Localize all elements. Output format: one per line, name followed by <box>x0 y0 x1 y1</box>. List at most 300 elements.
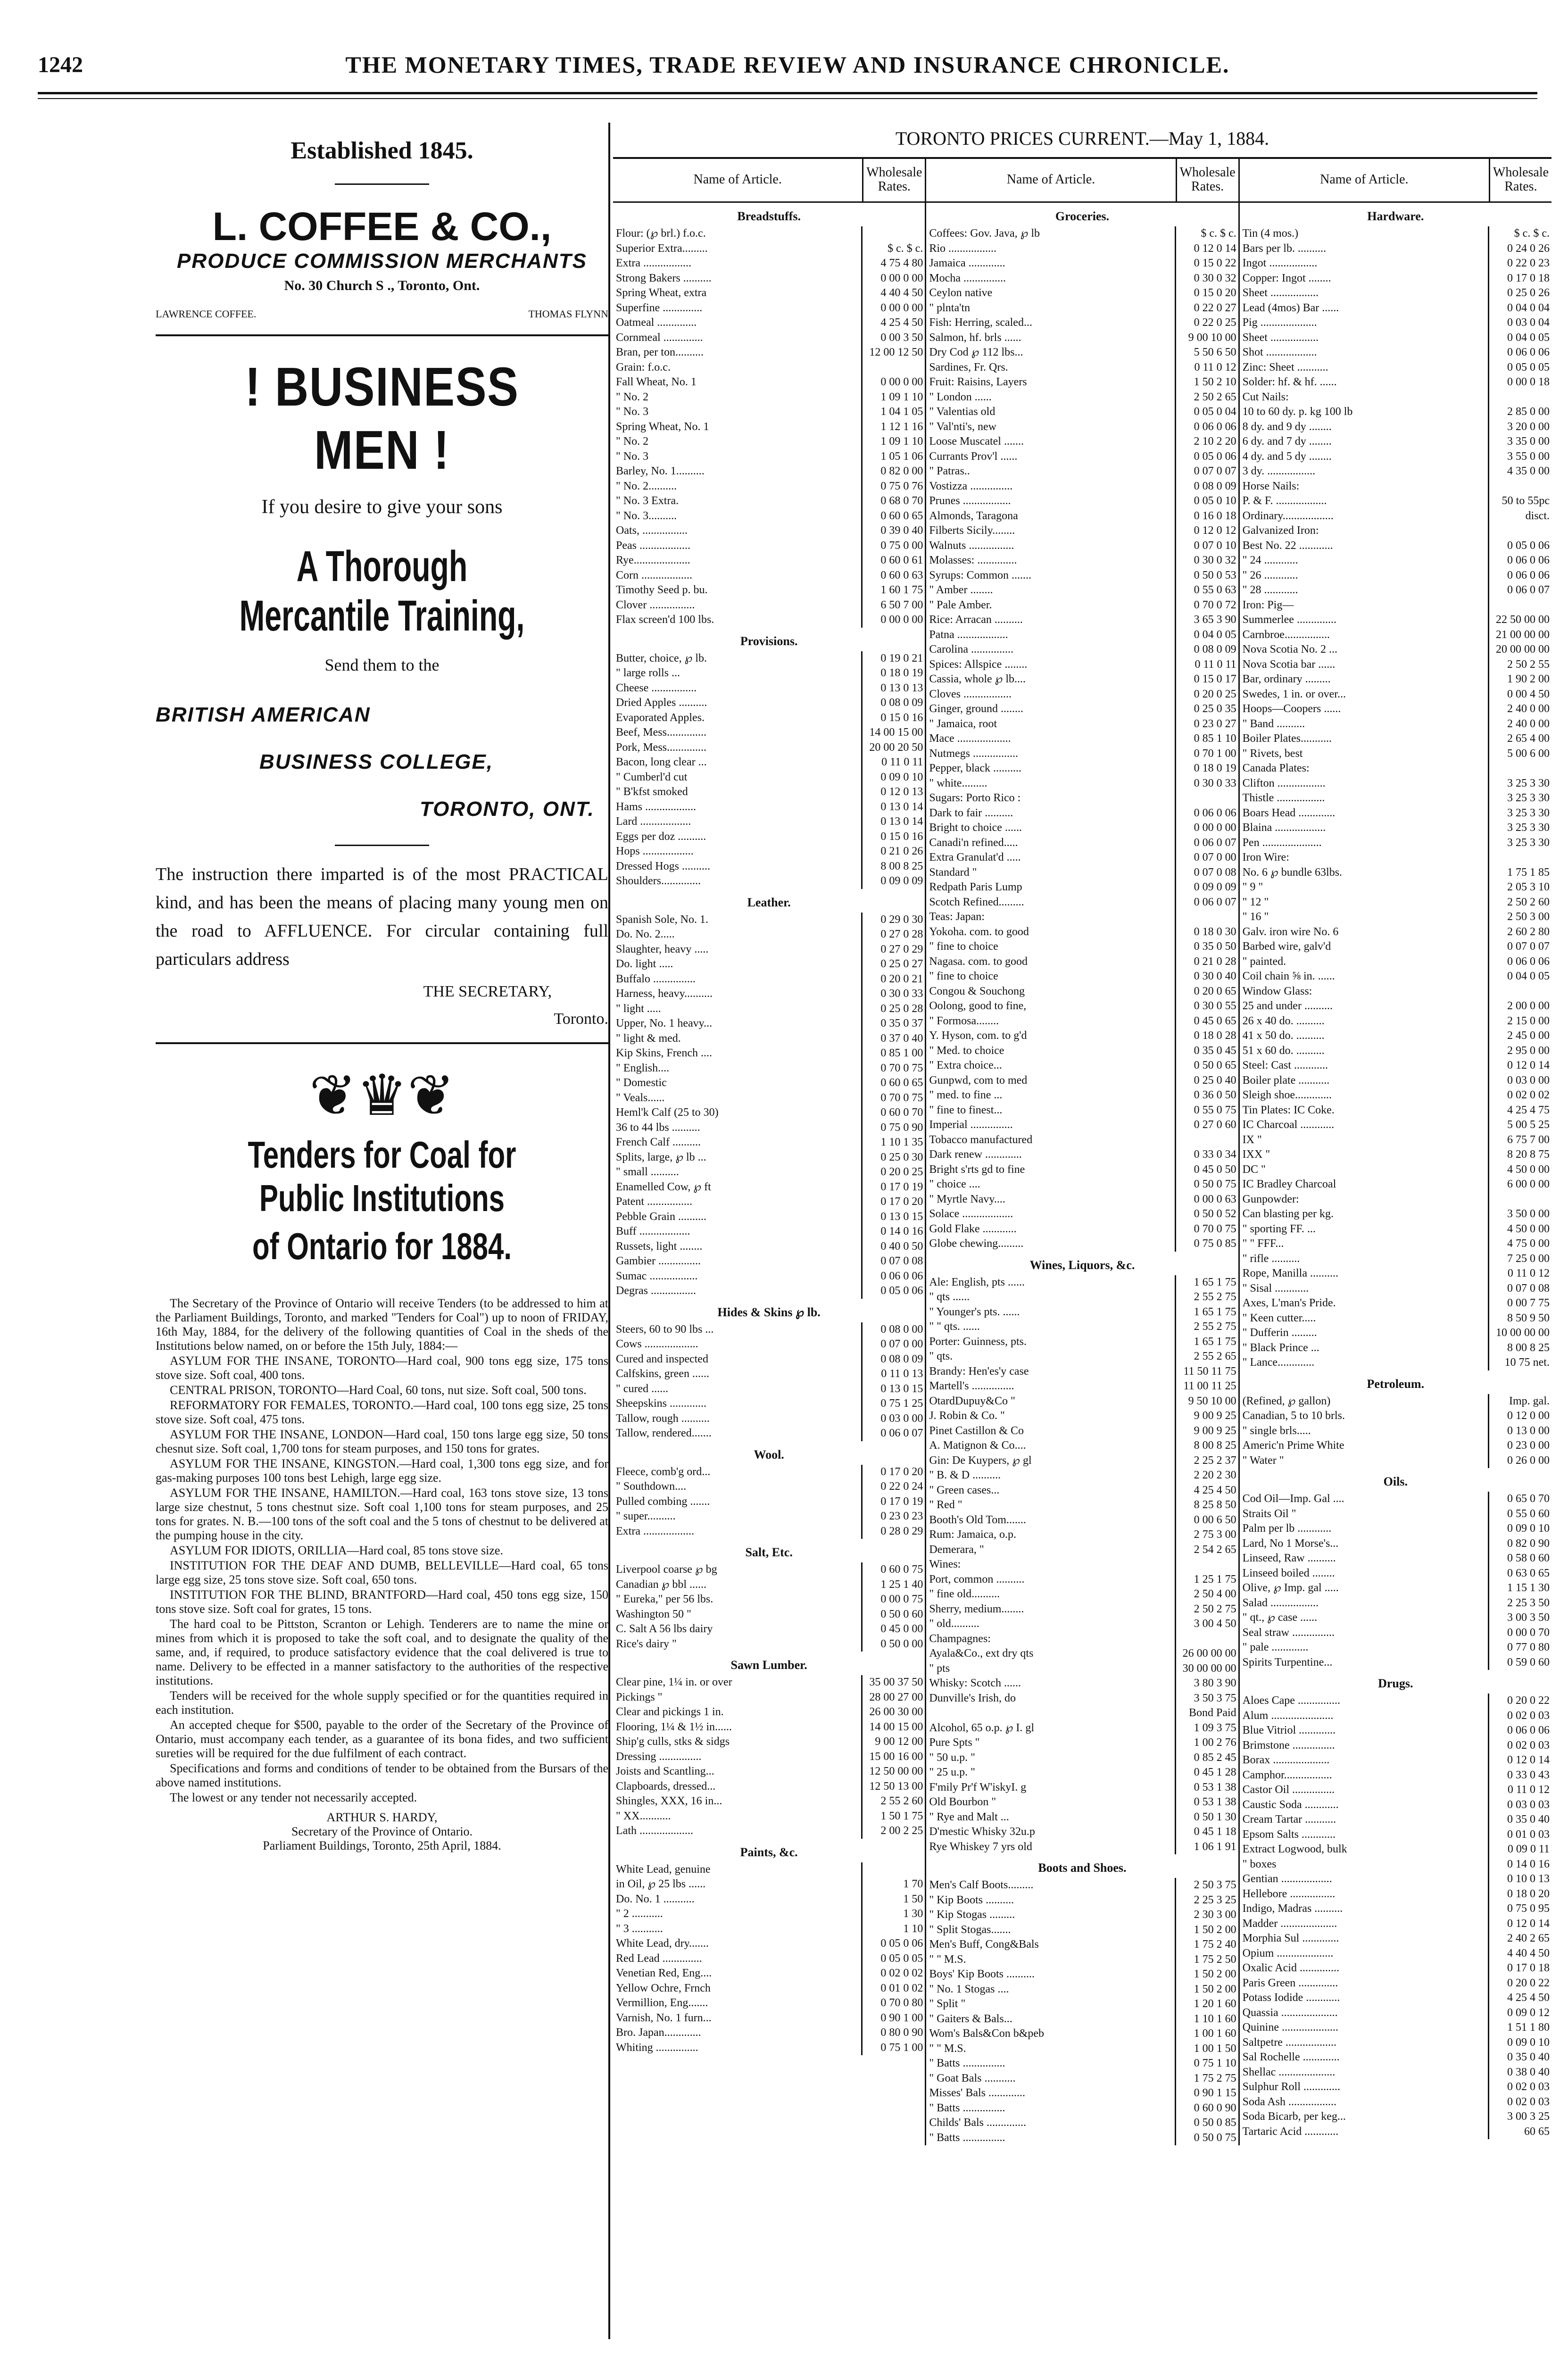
tenders-paragraph: The lowest or any tender not necessarily accepted. <box>170 1791 417 1804</box>
article-name: Martell's ............... <box>929 1380 1014 1392</box>
left-column <box>156 132 608 1853</box>
article-name: Patna .................. <box>929 628 1008 641</box>
price-row <box>926 1438 1238 1453</box>
wholesale-rate: 0 06 0 07 <box>1488 583 1551 598</box>
price-row <box>926 1997 1238 2012</box>
article-name: 36 to 44 lbs .......... <box>616 1121 700 1134</box>
article-name: Strong Bakers .......... <box>616 272 712 284</box>
wholesale-rate: 0 50 0 00 <box>861 1637 925 1652</box>
article-name: Imperial ............... <box>929 1119 1013 1131</box>
article-name: Clapboards, dressed... <box>616 1780 716 1793</box>
wholesale-rate: 0 05 0 10 <box>1175 494 1238 509</box>
wholesale-rate: 0 12 0 14 <box>1488 1917 1551 1932</box>
wholesale-rate: 1 75 2 50 <box>1175 1952 1238 1968</box>
tenders-paragraph: The hard coal to be Pittston, Scranton or Lehigh. Tenderers are to name the mine or mines from which it is proposed to take the soft coal, and to designate the quality of the same, and, if required, to produce satisfactory evidence that the coal delivered is true to name. Delivery to be effected in a manner satisfactory to the authorities of the respective institutions. <box>156 1617 608 1687</box>
wholesale-rate: 0 75 1 00 <box>861 2041 925 2056</box>
article-name: P. & F. .................. <box>1242 495 1327 507</box>
wholesale-rate: 10 75 net. <box>1488 1355 1551 1370</box>
price-row <box>926 761 1238 776</box>
price-row <box>926 806 1238 821</box>
price-row <box>1240 241 1551 257</box>
price-row <box>1240 1857 1551 1872</box>
price-row <box>926 1691 1238 1706</box>
price-row <box>613 987 925 1002</box>
article-name: Clifton ................. <box>1242 777 1326 789</box>
wholesale-rate: 1 75 2 75 <box>1175 2071 1238 2086</box>
divider <box>335 183 429 185</box>
wholesale-rate: 0 08 0 00 <box>861 1322 925 1337</box>
price-section-heading: Provisions. <box>740 634 798 648</box>
article-name: Men's Calf Boots......... <box>929 1879 1034 1891</box>
article-name: Spring Wheat, No. 1 <box>616 420 709 433</box>
wholesale-rate: 0 53 1 38 <box>1175 1795 1238 1810</box>
price-row <box>1240 1694 1551 1709</box>
price-row <box>926 1923 1238 1938</box>
article-name: Rye Whiskey 7 yrs old <box>929 1840 1032 1853</box>
wholesale-rate: 0 50 0 75 <box>1175 1177 1238 1192</box>
price-row <box>613 226 925 241</box>
price-row <box>1240 523 1551 539</box>
article-name: Rice: Arracan .......... <box>929 614 1023 626</box>
price-row <box>613 2011 925 2026</box>
price-row <box>926 1275 1238 1290</box>
price-row <box>926 642 1238 657</box>
article-name: Soda Bicarb, per keg... <box>1242 2110 1346 2123</box>
tenders-paragraph: INSTITUTION FOR THE DEAF AND DUMB, BELLEVILLE—Hard coal, 65 tons large egg size, 25 tons stove size. Soft coal, 650 tons. <box>156 1559 608 1586</box>
article-name: Horse Nails: <box>1242 480 1300 492</box>
wholesale-rate: 0 23 0 23 <box>861 1509 925 1524</box>
wholesale-rate: 0 55 0 63 <box>1175 583 1238 598</box>
price-row <box>1240 1611 1551 1626</box>
price-row <box>926 1937 1238 1952</box>
wholesale-rate: 0 06 0 06 <box>1175 806 1238 821</box>
article-name: " Veals...... <box>616 1091 665 1104</box>
wholesale-rate: 0 02 0 03 <box>1488 2095 1551 2110</box>
wholesale-rate: 0 22 0 25 <box>1175 316 1238 331</box>
price-row <box>613 241 925 257</box>
price-row <box>1240 509 1551 524</box>
wholesale-rate: 0 16 0 18 <box>1175 509 1238 524</box>
price-row <box>613 1091 925 1106</box>
price-section-heading: Boots and Shoes. <box>1038 1861 1127 1875</box>
article-name: 41 x 50 do. .......... <box>1242 1030 1325 1042</box>
wholesale-rate: 1 60 1 75 <box>861 583 925 598</box>
wholesale-rate: 0 35 0 40 <box>1488 2050 1551 2065</box>
article-name: Palm per lb ............ <box>1242 1522 1332 1535</box>
price-row <box>1240 702 1551 717</box>
price-row <box>1240 1058 1551 1073</box>
article-name: D'mestic Whisky 32u.p <box>929 1826 1035 1838</box>
article-name: Aloes Cape ............... <box>1242 1694 1340 1707</box>
wholesale-rate: 1 51 1 80 <box>1488 2020 1551 2035</box>
article-name: " No. 1 Stogas .... <box>929 1983 1009 1995</box>
article-name: Flax screen'd 100 lbs. <box>616 614 714 626</box>
wholesale-rate: 0 18 0 28 <box>1175 1029 1238 1044</box>
article-name: Flooring, 1¼ & 1½ in...... <box>616 1720 732 1733</box>
header-wholesale-rates: Wholesale Rates. <box>862 159 925 201</box>
wholesale-rate: 0 00 3 50 <box>861 331 925 346</box>
wholesale-rate: 0 11 0 12 <box>1488 1266 1551 1281</box>
price-row <box>613 1750 925 1765</box>
header-rule-thin <box>38 98 1537 99</box>
wholesale-rate: 3 35 0 00 <box>1488 434 1551 449</box>
wholesale-rate: 6 00 0 00 <box>1488 1177 1551 1192</box>
price-row <box>1240 1991 1551 2006</box>
article-name: " Amber ........ <box>929 584 993 596</box>
price-row <box>613 942 925 957</box>
price-row <box>926 1177 1238 1192</box>
article-name: " fine to choice <box>929 970 998 982</box>
ad-established: Established 1845. <box>290 137 473 164</box>
article-name: Blue Vitriol ............. <box>1242 1724 1336 1736</box>
price-row <box>613 1426 925 1441</box>
wholesale-rate: 4 35 0 00 <box>1488 464 1551 479</box>
price-row <box>613 1195 925 1210</box>
article-name: Standard " <box>929 866 977 879</box>
price-row <box>926 360 1238 375</box>
wholesale-rate: 0 58 0 60 <box>1488 1551 1551 1566</box>
price-row <box>613 1996 925 2011</box>
tenders-signer-title: Secretary of the Province of Ontario. <box>291 1825 473 1838</box>
price-row <box>926 316 1238 331</box>
price-row <box>926 1088 1238 1103</box>
article-name: Cassia, whole ℘ lb.... <box>929 673 1026 685</box>
price-row <box>926 1908 1238 1923</box>
wholesale-rate: 0 13 0 14 <box>861 800 925 815</box>
wholesale-rate: 0 85 1 00 <box>861 1046 925 1061</box>
article-name: Flour: (℘ brl.) f.o.c. <box>616 227 706 240</box>
article-name: Oolong, good to fine, <box>929 1000 1027 1012</box>
price-row <box>1240 1961 1551 1976</box>
article-name: IC Bradley Charcoal <box>1242 1178 1336 1190</box>
article-name: Bright to choice ...... <box>929 822 1022 834</box>
price-section-heading: Paints, &c. <box>740 1845 798 1859</box>
wholesale-rate: 0 00 0 00 <box>861 301 925 316</box>
article-name: " Pale Amber. <box>929 598 992 611</box>
price-row <box>613 874 925 889</box>
article-name: Sugars: Porto Rico : <box>929 792 1021 804</box>
wholesale-rate: 0 01 0 02 <box>861 1981 925 1996</box>
wholesale-rate: 0 05 0 05 <box>861 1951 925 1967</box>
price-row <box>1240 910 1551 925</box>
article-name: Carolina ............... <box>929 643 1013 656</box>
article-name: " Black Prince ... <box>1242 1341 1319 1354</box>
price-row <box>613 390 925 405</box>
price-row <box>613 434 925 449</box>
wholesale-rate: 0 13 0 13 <box>861 681 925 696</box>
price-row <box>926 509 1238 524</box>
wholesale-rate: 0 15 0 17 <box>1175 672 1238 687</box>
wholesale-rate: 6 75 7 00 <box>1488 1133 1551 1148</box>
wholesale-rate: 20 00 20 50 <box>861 740 925 756</box>
wholesale-rate: 0 70 0 72 <box>1175 598 1238 613</box>
article-name: Shot .................. <box>1242 346 1317 358</box>
price-row <box>613 1720 925 1735</box>
wholesale-rate: 0 09 0 10 <box>1488 2035 1551 2051</box>
article-name: Extra Granulat'd ..... <box>929 851 1021 863</box>
article-name: Rope, Manilla .......... <box>1242 1267 1338 1279</box>
wholesale-rate: 0 70 0 80 <box>861 1996 925 2011</box>
tenders-body <box>156 1296 608 1805</box>
price-row <box>613 375 925 390</box>
wholesale-rate: 0 60 0 65 <box>861 1076 925 1091</box>
wholesale-rate: 1 65 1 75 <box>1175 1335 1238 1350</box>
price-row <box>1240 836 1551 851</box>
divider <box>335 845 429 846</box>
price-row <box>613 2026 925 2041</box>
article-name: Paris Green .............. <box>1242 1976 1338 1989</box>
tenders-paragraph: Specifications and forms and conditions of tender to be obtained from the Bursars of the above named institutions. <box>156 1761 608 1789</box>
price-row <box>1240 999 1551 1014</box>
price-row <box>926 2116 1238 2131</box>
article-name: Gold Flake ............ <box>929 1222 1017 1235</box>
wholesale-rate: 0 08 0 09 <box>861 1352 925 1367</box>
price-row <box>613 1465 925 1480</box>
wholesale-rate: 0 00 0 00 <box>861 375 925 390</box>
price-row <box>926 1878 1238 1893</box>
price-row <box>613 1981 925 1996</box>
article-name: Rio ................. <box>929 242 997 255</box>
price-row <box>613 830 925 845</box>
price-row <box>926 286 1238 301</box>
wholesale-rate: 0 05 0 05 <box>1488 360 1551 375</box>
price-row <box>1240 984 1551 999</box>
wholesale-rate: 0 35 0 37 <box>861 1016 925 1031</box>
article-name: " sporting FF. ... <box>1242 1222 1316 1235</box>
page-header <box>38 47 1537 80</box>
article-name: " Southdown.... <box>616 1480 687 1493</box>
article-name: Porter: Guinness, pts. <box>929 1335 1027 1348</box>
article-name: Cream Tartar ........... <box>1242 1813 1336 1826</box>
price-row <box>1240 880 1551 895</box>
price-row <box>926 1147 1238 1162</box>
article-name: Morphia Sul ............. <box>1242 1932 1339 1944</box>
tenders-paragraph: ASYLUM FOR THE INSANE, TORONTO—Hard coal, 900 tons egg size, 175 tons stove size. Soft coal, 400 tons. <box>156 1354 608 1382</box>
article-name: Potass Iodide ............ <box>1242 1992 1340 2004</box>
article-name: " No. 2 <box>616 435 649 448</box>
article-name: Canadian, 5 to 10 brls. <box>1242 1410 1345 1422</box>
price-row <box>926 598 1238 613</box>
header-wholesale-rates: Wholesale Rates. <box>1176 159 1238 201</box>
article-name: Pulled combing ....... <box>616 1495 710 1508</box>
article-name: Iron: Pig— <box>1242 598 1294 611</box>
article-name: Harness, heavy.......... <box>616 988 713 1000</box>
wholesale-rate: 0 30 0 40 <box>1175 969 1238 984</box>
article-name: Dressing ............... <box>616 1750 702 1763</box>
price-row <box>1240 687 1551 702</box>
wholesale-rate: 0 70 0 75 <box>861 1091 925 1106</box>
article-name: Gunpowder: <box>1242 1193 1299 1205</box>
article-name: Shellac .................... <box>1242 2066 1336 2078</box>
price-row <box>926 1557 1238 1572</box>
article-name: " Domestic <box>616 1077 667 1089</box>
wholesale-rate: 0 17 0 18 <box>1488 1961 1551 1976</box>
price-row <box>926 345 1238 360</box>
wholesale-rate: 0 08 0 09 <box>1175 642 1238 657</box>
price-row <box>926 1543 1238 1558</box>
article-name: Brimstone ............... <box>1242 1739 1335 1752</box>
wholesale-rate: 0 06 0 06 <box>1175 420 1238 435</box>
wholesale-rate: 0 38 0 40 <box>1488 2065 1551 2080</box>
wholesale-rate: 12 50 13 00 <box>861 1779 925 1794</box>
article-name: Red Lead .............. <box>616 1952 702 1965</box>
price-row <box>926 1320 1238 1335</box>
wholesale-rate: 0 60 0 75 <box>861 1562 925 1578</box>
article-name: Slaughter, heavy ..... <box>616 943 709 955</box>
wholesale-rate: 2 55 2 75 <box>1175 1290 1238 1305</box>
article-name: " Red " <box>929 1499 962 1511</box>
article-name: " Myrtle Navy.... <box>929 1193 1005 1205</box>
wholesale-rate: 14 00 15 00 <box>861 1720 925 1735</box>
price-row <box>1240 2020 1551 2035</box>
article-name: Joists and Scantling... <box>616 1765 714 1777</box>
article-name: Salmon, hf. brls ...... <box>929 331 1021 344</box>
wholesale-rate: 0 25 0 27 <box>861 957 925 972</box>
article-name: Venetian Red, Eng.... <box>616 1967 712 1979</box>
price-row <box>613 1479 925 1495</box>
article-name: Bars per lb. .......... <box>1242 242 1326 255</box>
wholesale-rate: 0 45 0 00 <box>861 1622 925 1637</box>
article-name: Varnish, No. 1 furn... <box>616 2011 712 2024</box>
price-columns <box>613 157 1551 2145</box>
article-name: " super.......... <box>616 1510 676 1522</box>
wholesale-rate: 0 00 0 18 <box>1488 375 1551 390</box>
price-row <box>613 957 925 972</box>
article-name: Wom's Bals&Con b&peb <box>929 2027 1045 2040</box>
article-name: Window Glass: <box>1242 985 1312 997</box>
wholesale-rate: 1 25 1 75 <box>1175 1572 1238 1587</box>
article-name: IX " <box>1242 1133 1262 1146</box>
article-name: Spanish Sole, No. 1. <box>616 913 709 926</box>
article-name: Syrups: Common ....... <box>929 569 1032 581</box>
price-row <box>1240 1207 1551 1222</box>
price-row <box>1240 1709 1551 1724</box>
wholesale-rate: 0 82 0 00 <box>861 464 925 479</box>
article-name: Lead (4mos) Bar ...... <box>1242 301 1339 314</box>
price-row <box>613 1165 925 1180</box>
wholesale-rate: 8 00 8 25 <box>1175 1438 1238 1453</box>
price-row <box>926 702 1238 717</box>
price-row <box>926 375 1238 390</box>
price-row <box>1240 1551 1551 1566</box>
price-row <box>926 880 1238 895</box>
price-row <box>1240 256 1551 271</box>
article-name: 26 x 40 do. .......... <box>1242 1014 1325 1027</box>
price-row <box>1240 2080 1551 2095</box>
article-name: Seal straw ............... <box>1242 1626 1335 1639</box>
wholesale-rate: 9 00 12 00 <box>861 1735 925 1750</box>
wholesale-rate: 3 55 0 00 <box>1488 449 1551 465</box>
article-name: Gentian .................. <box>1242 1873 1332 1885</box>
wholesale-rate: 0 30 0 55 <box>1175 999 1238 1014</box>
article-name <box>926 1706 1174 1721</box>
price-column-header <box>926 159 1238 203</box>
article-name: Salad ................. <box>1242 1596 1319 1609</box>
article-name: Rice's dairy " <box>616 1637 677 1650</box>
wholesale-rate: 0 40 0 50 <box>861 1239 925 1254</box>
wholesale-rate: 0 15 0 16 <box>861 830 925 845</box>
wholesale-rate: 0 00 6 50 <box>1175 1513 1238 1528</box>
article-name: Cod Oil—Imp. Gal .... <box>1242 1493 1344 1505</box>
price-row <box>613 405 925 420</box>
college-name-3: TORONTO, ONT. <box>420 797 595 821</box>
price-row <box>1240 1768 1551 1783</box>
wholesale-rate: 0 14 0 16 <box>861 1224 925 1239</box>
wholesale-rate: 0 50 0 85 <box>1175 2116 1238 2131</box>
price-row <box>613 1809 925 1824</box>
wholesale-rate: 0 06 0 06 <box>1488 345 1551 360</box>
article-name: " med. to fine ... <box>929 1089 1003 1101</box>
wholesale-rate: 0 07 0 07 <box>1488 939 1551 955</box>
article-name: Vostizza ............... <box>929 480 1013 492</box>
wholesale-rate: 0 63 0 65 <box>1488 1566 1551 1581</box>
tenders-paragraph: An accepted cheque for $500, payable to the order of the Secretary of the Province of Ontario, must accompany each tender, as a guarantee of its bona fides, and two sufficient sureties will be required for the due fulfilment of each contract. <box>156 1718 608 1760</box>
wholesale-rate: 0 90 1 15 <box>1175 2086 1238 2101</box>
wholesale-rate: 0 55 0 75 <box>1175 1103 1238 1118</box>
price-row <box>926 1528 1238 1543</box>
wholesale-rate: 0 06 0 07 <box>861 1426 925 1441</box>
article-name: Spirits Turpentine... <box>1242 1656 1333 1669</box>
article-name: Booth's Old Tom....... <box>929 1513 1026 1526</box>
price-row <box>613 785 925 800</box>
article-name: Dunville's Irish, do <box>929 1692 1016 1704</box>
wholesale-rate <box>1488 523 1551 539</box>
article-name: " Batts ............... <box>929 2131 1005 2144</box>
wholesale-rate: 1 25 1 40 <box>861 1578 925 1593</box>
wholesale-rate: 0 11 0 11 <box>861 755 925 770</box>
ad-firm-name: L. COFFEE & CO., <box>212 204 552 249</box>
article-name: Patent ................ <box>616 1196 692 1208</box>
tenders-paragraph: The Secretary of the Province of Ontario will receive Tenders (to be addressed to him at the Parliament Buildings, Toronto, and marked "Tenders for Coal") up to noon of FRIDAY, 16th May, 1884, for the delivery of the following quantities of Coal in the sheds of the Institutions below named, on or before the 15th July, 1884:— <box>156 1296 608 1353</box>
wholesale-rate: 0 10 0 13 <box>1488 1872 1551 1887</box>
price-row <box>926 464 1238 479</box>
price-row <box>926 1780 1238 1795</box>
price-row <box>1240 226 1551 241</box>
price-row <box>613 1907 925 1922</box>
article-name: " pts <box>929 1662 950 1675</box>
wholesale-rate: 1 00 1 60 <box>1175 2026 1238 2042</box>
article-name: Filberts Sicily........ <box>929 524 1015 537</box>
article-name: Superfine .............. <box>616 301 703 314</box>
price-row <box>1240 1931 1551 1946</box>
price-row <box>926 1103 1238 1118</box>
price-row <box>613 316 925 331</box>
article-name: Ale: English, pts ...... <box>929 1276 1025 1288</box>
price-section-heading: Hardware. <box>1367 209 1424 223</box>
wholesale-rate: 0 77 0 80 <box>1488 1640 1551 1655</box>
wholesale-rate <box>1175 1557 1238 1572</box>
article-name: Saltpetre .................. <box>1242 2036 1336 2049</box>
article-name: Pig .................... <box>1242 316 1317 329</box>
wholesale-rate: 1 75 1 85 <box>1488 865 1551 880</box>
article-name: Hops .................. <box>616 845 694 857</box>
wholesale-rate: 0 20 0 25 <box>1175 687 1238 702</box>
price-row <box>1240 806 1551 821</box>
article-name: Fruit: Raisins, Layers <box>929 376 1027 388</box>
article-name: Teas: Japan: <box>929 911 985 923</box>
article-name: Lath ................... <box>616 1825 693 1837</box>
price-row <box>1240 1014 1551 1029</box>
wholesale-rate <box>1175 791 1238 806</box>
price-row <box>926 539 1238 554</box>
tenders-paragraph: Tenders will be received for the whole supply specified or for the quantities required in each institution. <box>156 1689 608 1717</box>
tenders-paragraph: ASYLUM FOR THE INSANE, HAMILTON.—Hard coal, 163 tons stove size, 13 tons large size chestnut, 5 tons chestnut size. Soft coal 1,100 tons for steam purposes, and 25 tons for grates. N. B.—100 tons of the soft coal and the 5 tons of chestnut to be delivered at the pumping house in the city. <box>156 1486 608 1542</box>
wholesale-rate: 0 06 0 07 <box>1175 836 1238 851</box>
article-name: Dark renew ............. <box>929 1148 1022 1161</box>
college-line3: Send them to the <box>324 656 440 674</box>
wholesale-rate: 0 06 0 06 <box>1488 553 1551 568</box>
wholesale-rate: 0 00 0 63 <box>1175 1192 1238 1207</box>
